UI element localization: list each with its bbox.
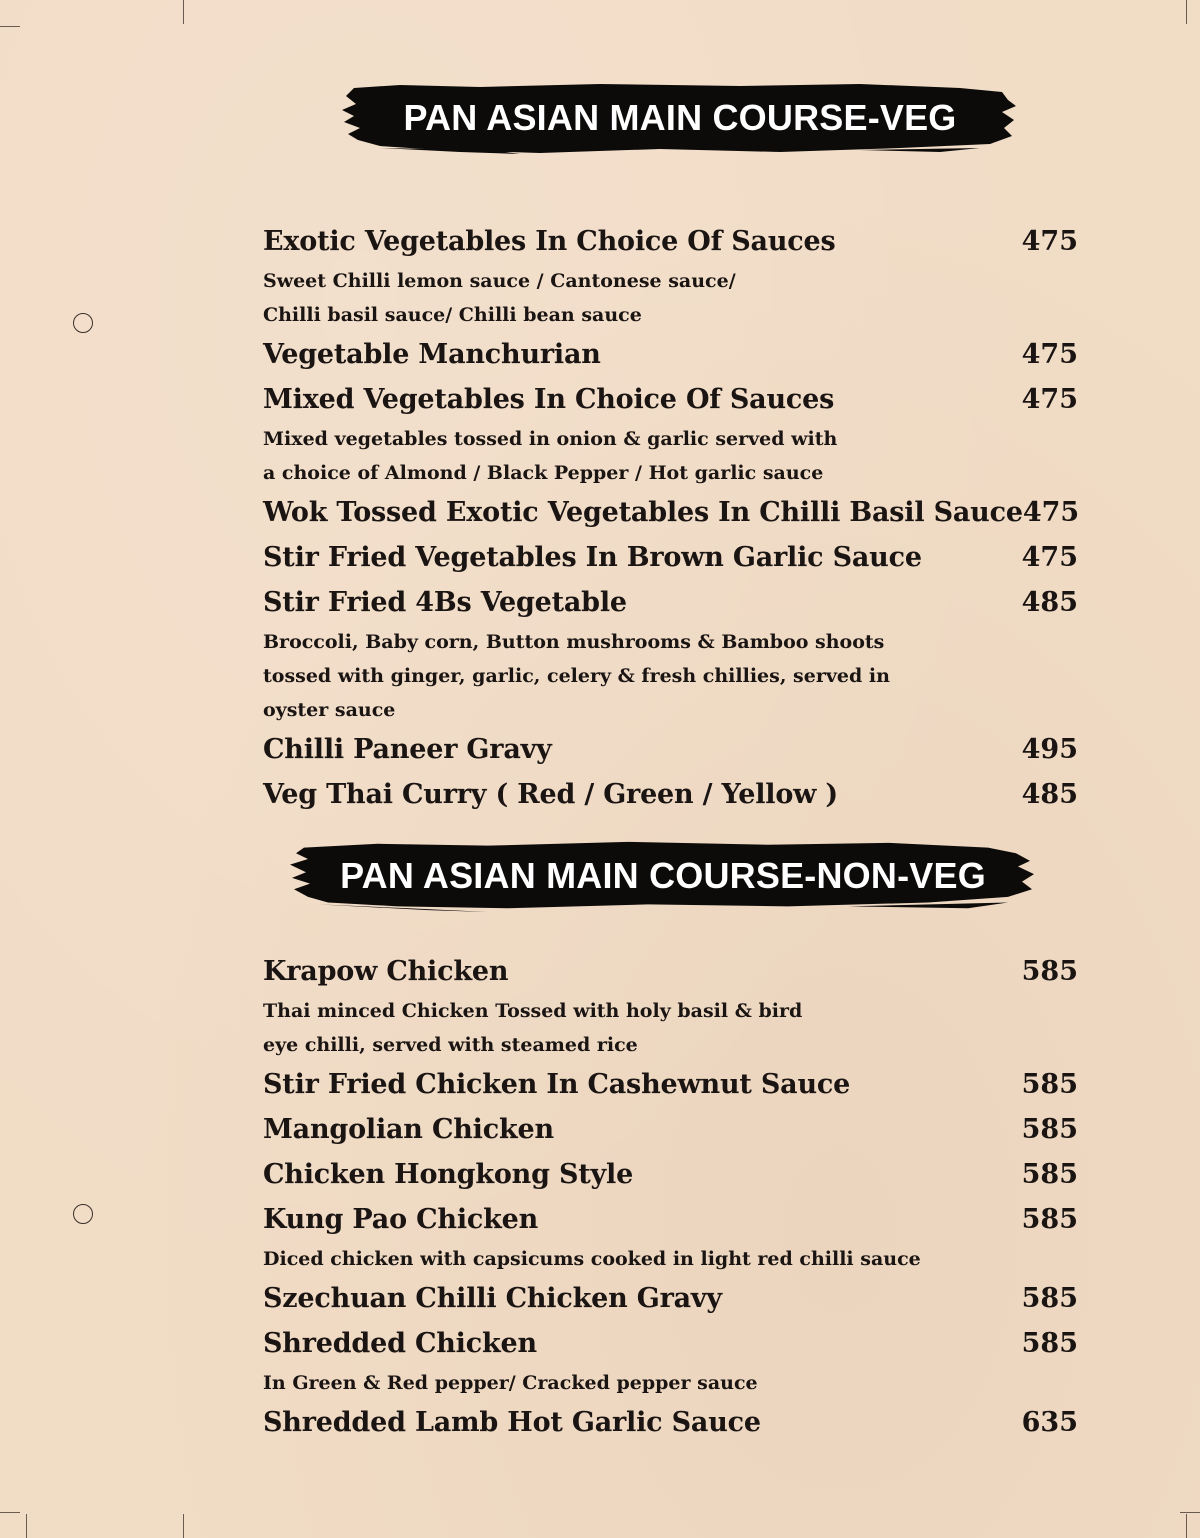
item-price: 585: [1021, 1204, 1078, 1235]
item-price: 475: [1022, 497, 1080, 528]
item-description: Thai minced Chicken Tossed with holy basil & bird: [263, 1000, 803, 1022]
item-price: 585: [1021, 1328, 1078, 1359]
item-price: 495: [1021, 734, 1078, 765]
menu-item: [263, 1152, 1078, 1197]
section-title: PAN ASIAN MAIN COURSE-NON-VEG: [340, 855, 986, 896]
menu-item: [263, 1276, 1078, 1321]
item-name: Stir Fried Chicken In Cashewnut Sauce: [263, 1069, 851, 1100]
crop-mark: [26, 1514, 27, 1538]
item-name: Shredded Lamb Hot Garlic Sauce: [263, 1407, 761, 1438]
menu-item: [263, 1197, 1078, 1276]
crop-mark: [1186, 0, 1187, 24]
crop-mark: [0, 1512, 20, 1513]
section-banner-non-veg: [288, 840, 1038, 912]
crop-mark: [0, 26, 20, 27]
item-description: Diced chicken with capsicums cooked in light red chilli sauce: [263, 1248, 921, 1270]
menu-item: [263, 1321, 1078, 1400]
section-title: PAN ASIAN MAIN COURSE-VEG: [403, 97, 957, 138]
item-price: 585: [1021, 1069, 1078, 1100]
menu-item: [263, 727, 1078, 772]
item-description: Mixed vegetables tossed in onion & garlic served with: [263, 428, 838, 450]
item-name: Stir Fried Vegetables In Brown Garlic Sauce: [263, 542, 922, 573]
item-name: Mangolian Chicken: [263, 1114, 554, 1145]
item-description: tossed with ginger, garlic, celery & fresh chillies, served in: [263, 665, 890, 687]
item-price: 475: [1021, 542, 1078, 573]
item-description: Sweet Chilli lemon sauce / Cantonese sauce/: [263, 270, 736, 292]
item-name: Veg Thai Curry ( Red / Green / Yellow ): [263, 779, 838, 810]
item-description: Chilli basil sauce/ Chilli bean sauce: [263, 304, 642, 326]
binder-hole-icon: [73, 313, 93, 333]
item-description: eye chilli, served with steamed rice: [263, 1034, 638, 1056]
menu-item: [263, 490, 1078, 535]
item-name: Kung Pao Chicken: [263, 1204, 539, 1235]
menu-item: [263, 219, 1078, 332]
menu-item: [263, 580, 1078, 727]
item-price: 585: [1021, 1283, 1078, 1314]
item-price: 585: [1021, 1114, 1078, 1145]
item-name: Exotic Vegetables In Choice Of Sauces: [263, 226, 836, 257]
crop-mark: [1186, 1514, 1187, 1538]
item-name: Stir Fried 4Bs Vegetable: [263, 587, 627, 618]
item-price: 635: [1021, 1407, 1078, 1438]
item-price: 475: [1021, 339, 1078, 370]
menu-item: [263, 332, 1078, 377]
menu-item: [263, 377, 1078, 490]
item-name: Shredded Chicken: [263, 1328, 537, 1359]
item-price: 475: [1021, 384, 1078, 415]
menu-item: [263, 1400, 1078, 1445]
item-name: Krapow Chicken: [263, 956, 509, 987]
menu-item: [263, 949, 1078, 1062]
menu-item: [263, 1062, 1078, 1107]
item-name: Wok Tossed Exotic Vegetables In Chilli Basil Sauce: [263, 497, 1023, 528]
item-description: In Green & Red pepper/ Cracked pepper sauce: [263, 1372, 758, 1394]
item-description: a choice of Almond / Black Pepper / Hot garlic sauce: [263, 462, 824, 484]
crop-mark: [1180, 1512, 1200, 1513]
section-banner-veg: [340, 82, 1020, 154]
item-price: 585: [1021, 956, 1078, 987]
menu-item: [263, 1107, 1078, 1152]
item-name: Chilli Paneer Gravy: [263, 734, 552, 765]
crop-mark: [183, 0, 184, 24]
crop-mark: [183, 1514, 184, 1538]
item-description: Broccoli, Baby corn, Button mushrooms & Bamboo shoots: [263, 631, 885, 653]
item-price: 585: [1021, 1159, 1078, 1190]
menu-item: [263, 772, 1078, 817]
item-name: Chicken Hongkong Style: [263, 1159, 634, 1190]
menu-section-non-veg: [263, 949, 1078, 1445]
menu-section-veg: [263, 219, 1078, 817]
menu-item: [263, 535, 1078, 580]
item-name: Szechuan Chilli Chicken Gravy: [263, 1283, 722, 1314]
item-name: Mixed Vegetables In Choice Of Sauces: [263, 384, 835, 415]
item-price: 475: [1021, 226, 1078, 257]
item-price: 485: [1021, 587, 1078, 618]
binder-hole-icon: [73, 1204, 93, 1224]
item-description: oyster sauce: [263, 699, 396, 721]
item-name: Vegetable Manchurian: [263, 339, 601, 370]
item-price: 485: [1021, 779, 1078, 810]
